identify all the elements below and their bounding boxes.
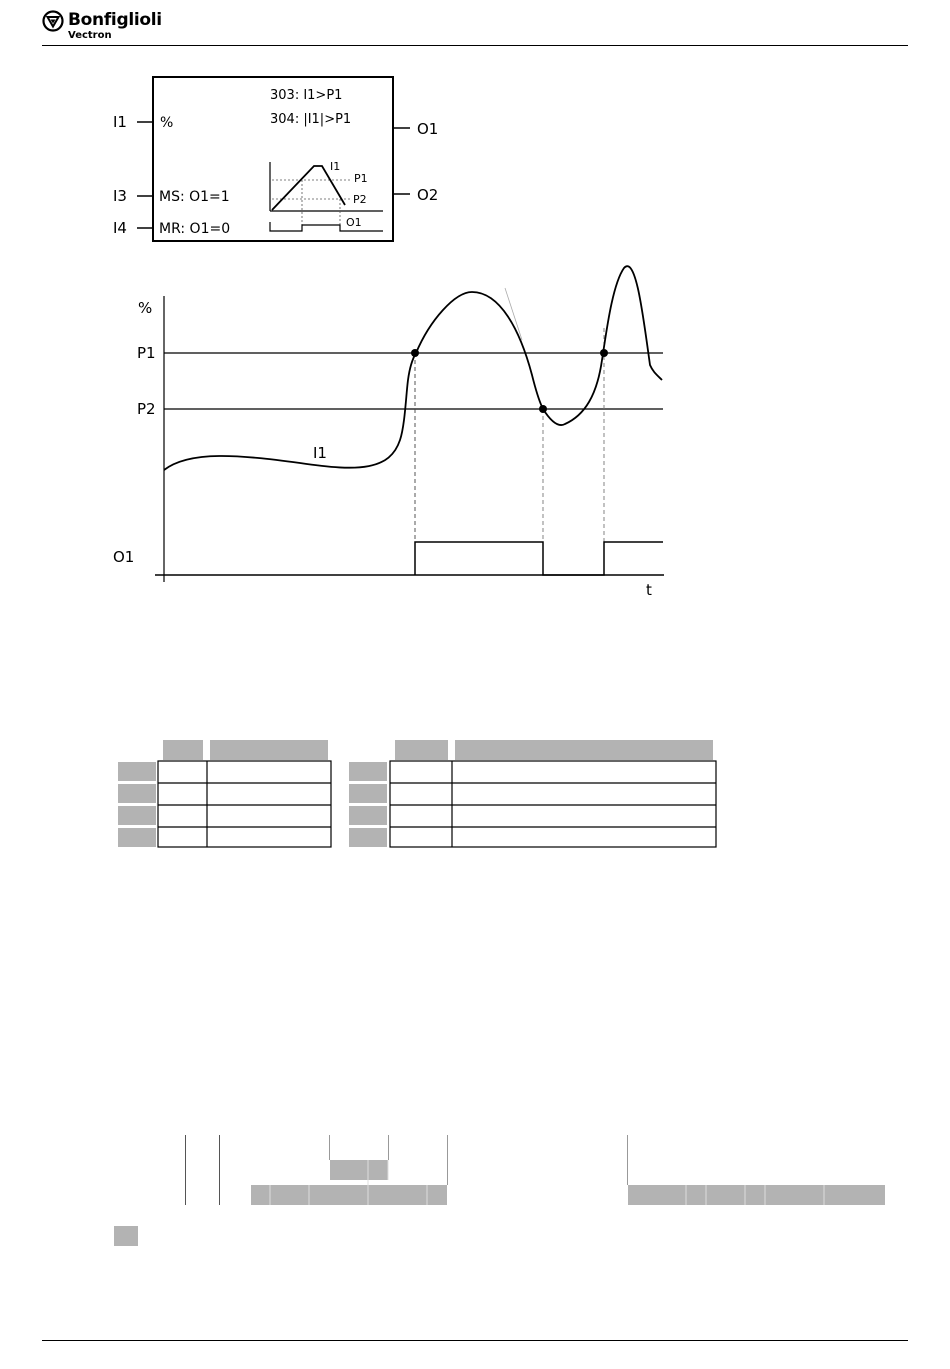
mini-i1-label: I1	[330, 160, 341, 173]
brand-name: Bonfiglioli	[68, 10, 162, 30]
function-303-label: 303: I1>P1	[270, 88, 343, 103]
mini-p2-label: P2	[353, 193, 367, 206]
timing-chart	[113, 266, 664, 599]
mini-o1-label: O1	[346, 216, 362, 229]
divider-line	[388, 1135, 389, 1160]
mini-p1-label: P1	[354, 172, 368, 185]
footer-divider	[42, 1340, 908, 1341]
x-axis-label: t	[646, 581, 652, 599]
divider-line	[185, 1135, 186, 1205]
p1-tick-label: P1	[137, 344, 156, 362]
i1-curve	[164, 266, 662, 470]
y-axis-unit: %	[138, 299, 153, 317]
o1-signal	[415, 542, 663, 575]
p1-crossing-point-2	[600, 349, 608, 357]
function-block	[113, 77, 438, 241]
p2-tick-label: P2	[137, 400, 156, 418]
o1-series-label: O1	[113, 548, 135, 566]
mr-label: MR: O1=0	[159, 221, 231, 237]
note-marker	[114, 1226, 138, 1246]
input-i3-label: I3	[113, 187, 127, 205]
bit-cell-separators	[250, 1160, 890, 1210]
p1-crossing-point-1	[411, 349, 419, 357]
input-i4-label: I4	[113, 219, 127, 237]
output-o2-label: O2	[417, 186, 439, 204]
function-304-label: 304: |I1|>P1	[270, 112, 352, 127]
i1-series-label: I1	[313, 444, 327, 462]
mini-diagram	[270, 160, 383, 231]
unit-label: %	[160, 115, 174, 131]
output-o1-label: O1	[417, 120, 439, 138]
input-i1-label: I1	[113, 113, 127, 131]
table-grid	[150, 755, 340, 855]
comparator-figure	[0, 0, 950, 620]
sub-brand-name: Vectron	[68, 30, 112, 41]
ms-label: MS: O1=1	[159, 189, 230, 205]
divider-line	[219, 1135, 220, 1205]
tangent-line	[505, 288, 522, 340]
divider-line	[329, 1135, 330, 1160]
table-grid	[380, 755, 725, 855]
p2-crossing-point	[539, 405, 547, 413]
